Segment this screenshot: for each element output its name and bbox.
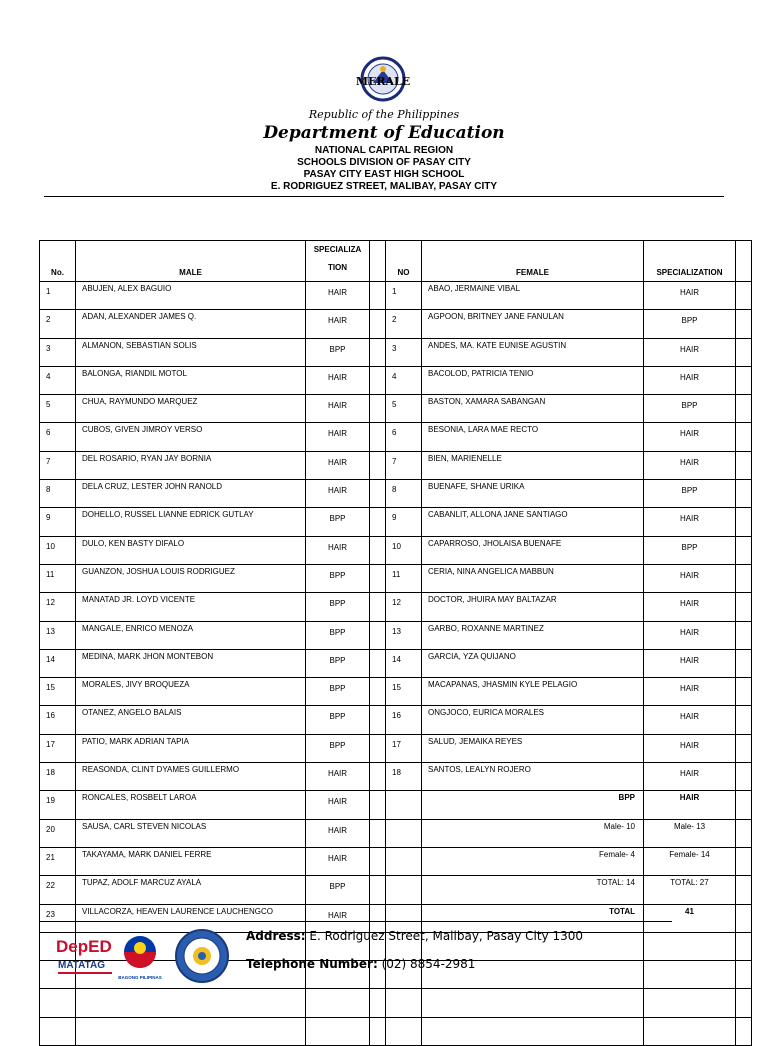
- female-specialization: HAIR: [644, 678, 736, 706]
- gap-cell: [370, 706, 386, 734]
- male-name: ABUJEN, ALEX BAGUIO: [76, 282, 306, 310]
- header-male: MALE: [76, 241, 306, 282]
- female-name: SANTOS, LEALYN ROJERO: [422, 763, 644, 791]
- header-gap: [370, 241, 386, 282]
- end-cell: [736, 451, 752, 479]
- gap-cell: [370, 282, 386, 310]
- male-number: 18: [40, 763, 76, 791]
- gap-cell: [370, 989, 386, 1017]
- header-specialization-female: SPECIALIZATION: [644, 241, 736, 282]
- table-row: [40, 649, 752, 677]
- footer-telephone: [246, 957, 475, 971]
- female-specialization: BPP: [644, 536, 736, 564]
- male-number: 10: [40, 536, 76, 564]
- male-number: 13: [40, 621, 76, 649]
- female-number: [386, 1017, 422, 1045]
- header-specialization-male: [306, 241, 370, 282]
- end-cell: [736, 649, 752, 677]
- female-specialization: HAIR: [644, 366, 736, 394]
- female-number: 9: [386, 508, 422, 536]
- female-name: [422, 989, 644, 1017]
- female-number: 8: [386, 480, 422, 508]
- table-row: [40, 763, 752, 791]
- male-name: MANGALE, ENRICO MENOZA: [76, 621, 306, 649]
- male-name: TUPAZ, ADOLF MARCUZ AYALA: [76, 876, 306, 904]
- male-specialization: BPP: [306, 876, 370, 904]
- male-specialization: BPP: [306, 706, 370, 734]
- summary-right: Female- 14: [644, 847, 736, 875]
- summary-right: 41: [644, 904, 736, 932]
- male-number: [40, 989, 76, 1017]
- female-specialization: HAIR: [644, 593, 736, 621]
- summary-left: BPP: [422, 791, 644, 819]
- address-label: Address:: [246, 929, 306, 943]
- female-specialization: HAIR: [644, 564, 736, 592]
- end-cell: [736, 932, 752, 960]
- gap-cell: [370, 1017, 386, 1045]
- female-specialization: HAIR: [644, 508, 736, 536]
- table-row: [40, 593, 752, 621]
- female-specialization: HAIR: [644, 423, 736, 451]
- male-name: REASONDA, CLINT DYAMES GUILLERMO: [76, 763, 306, 791]
- male-name: TAKAYAMA, MARK DANIEL FERRE: [76, 847, 306, 875]
- table-row: [40, 395, 752, 423]
- male-specialization: BPP: [306, 338, 370, 366]
- male-specialization: HAIR: [306, 395, 370, 423]
- female-number: [386, 989, 422, 1017]
- female-number: 4: [386, 366, 422, 394]
- female-name: CAPARROSO, JHOLAISA BUENAFE: [422, 536, 644, 564]
- table-row: [40, 480, 752, 508]
- table-row: [40, 451, 752, 479]
- end-cell: [736, 734, 752, 762]
- male-name: ADAN, ALEXANDER JAMES Q.: [76, 310, 306, 338]
- table-row: [40, 876, 752, 904]
- deped-logo-text: DepED: [56, 937, 112, 956]
- female-number: 5: [386, 395, 422, 423]
- male-specialization: HAIR: [306, 536, 370, 564]
- female-number: 11: [386, 564, 422, 592]
- female-number: [386, 847, 422, 875]
- gap-cell: [370, 508, 386, 536]
- header-female: FEMALE: [422, 241, 644, 282]
- footer-address: [246, 929, 583, 943]
- female-name: AGPOON, BRITNEY JANE FANULAN: [422, 310, 644, 338]
- footer-logos: [52, 928, 242, 984]
- male-number: 3: [40, 338, 76, 366]
- summary-left: TOTAL: [422, 904, 644, 932]
- female-specialization: BPP: [644, 310, 736, 338]
- male-number: 22: [40, 876, 76, 904]
- male-specialization: HAIR: [306, 282, 370, 310]
- table-row: [40, 847, 752, 875]
- male-specialization: HAIR: [306, 819, 370, 847]
- female-specialization: HAIR: [644, 621, 736, 649]
- female-name: BESONIA, LARA MAE RECTO: [422, 423, 644, 451]
- female-number: 17: [386, 734, 422, 762]
- male-name: MANATAD JR. LOYD VICENTE: [76, 593, 306, 621]
- gap-cell: [370, 649, 386, 677]
- female-name: GARCIA, YZA QUIJANO: [422, 649, 644, 677]
- male-specialization: [306, 989, 370, 1017]
- female-number: 2: [386, 310, 422, 338]
- gap-cell: [370, 847, 386, 875]
- gap-cell: [370, 819, 386, 847]
- gap-cell: [370, 423, 386, 451]
- female-name: DOCTOR, JHUIRA MAY BALTAZAR: [422, 593, 644, 621]
- male-specialization: HAIR: [306, 366, 370, 394]
- female-name: CABANLIT, ALLONA JANE SANTIAGO: [422, 508, 644, 536]
- female-specialization: [644, 989, 736, 1017]
- male-name: MORALES, JIVY BROQUEZA: [76, 678, 306, 706]
- table-row: [40, 310, 752, 338]
- table-row: [40, 989, 752, 1017]
- gap-cell: [370, 366, 386, 394]
- male-name: CHUA, RAYMUNDO MARQUEZ: [76, 395, 306, 423]
- female-name: ANDES, MA. KATE EUNISE AGUSTIN: [422, 338, 644, 366]
- male-number: 6: [40, 423, 76, 451]
- female-name: CERIA, NINA ANGELICA MABBUN: [422, 564, 644, 592]
- male-name: RONCALES, ROSBELT LAROA: [76, 791, 306, 819]
- male-specialization: BPP: [306, 649, 370, 677]
- bagong-pilipinas-text: BAGONG PILIPINAS: [118, 975, 162, 980]
- street-line: E. RODRIGUEZ STREET, MALIBAY, PASAY CITY: [270, 181, 498, 192]
- end-cell: [736, 621, 752, 649]
- male-number: 4: [40, 366, 76, 394]
- end-cell: [736, 847, 752, 875]
- end-cell: [736, 678, 752, 706]
- summary-right: Male- 13: [644, 819, 736, 847]
- female-specialization: [644, 1017, 736, 1045]
- table-row: [40, 734, 752, 762]
- end-cell: [736, 961, 752, 989]
- female-number: 12: [386, 593, 422, 621]
- male-number: 5: [40, 395, 76, 423]
- gap-cell: [370, 763, 386, 791]
- male-name: [76, 989, 306, 1017]
- school-line: PASAY CITY EAST HIGH SCHOOL: [303, 169, 465, 180]
- male-specialization: [306, 1017, 370, 1045]
- male-name: DEL ROSARIO, RYAN JAY BORNIA: [76, 451, 306, 479]
- male-number: 11: [40, 564, 76, 592]
- male-specialization: BPP: [306, 508, 370, 536]
- header-no: No.: [40, 241, 76, 282]
- end-cell: [736, 763, 752, 791]
- summary-left: TOTAL: 14: [422, 876, 644, 904]
- female-number: 3: [386, 338, 422, 366]
- male-number: 8: [40, 480, 76, 508]
- male-specialization: BPP: [306, 678, 370, 706]
- division-line: SCHOOLS DIVISION OF PASAY CITY: [297, 157, 471, 168]
- female-name: [422, 1017, 644, 1045]
- republic-heading: Republic of the Philippines: [308, 108, 460, 121]
- footer-divider: [40, 921, 672, 922]
- header-no-female: NO: [386, 241, 422, 282]
- end-cell: [736, 593, 752, 621]
- male-specialization: HAIR: [306, 423, 370, 451]
- female-specialization: BPP: [644, 480, 736, 508]
- end-cell: [736, 791, 752, 819]
- female-number: [386, 876, 422, 904]
- male-specialization: HAIR: [306, 480, 370, 508]
- female-number: 18: [386, 763, 422, 791]
- female-number: 15: [386, 678, 422, 706]
- female-specialization: BPP: [644, 395, 736, 423]
- table-row: [40, 508, 752, 536]
- end-cell: [736, 904, 752, 932]
- gap-cell: [370, 876, 386, 904]
- female-number: 6: [386, 423, 422, 451]
- table-row: [40, 564, 752, 592]
- male-number: 7: [40, 451, 76, 479]
- table-row: [40, 338, 752, 366]
- gap-cell: [370, 734, 386, 762]
- male-name: OTANEZ, ANGELO BALAIS: [76, 706, 306, 734]
- end-cell: [736, 564, 752, 592]
- male-number: 20: [40, 819, 76, 847]
- telephone-value: (02) 8854-2981: [377, 957, 476, 971]
- gap-cell: [370, 564, 386, 592]
- male-number: 16: [40, 706, 76, 734]
- gap-cell: [370, 310, 386, 338]
- male-name: GUANZON, JOSHUA LOUIS RODRIGUEZ: [76, 564, 306, 592]
- female-number: [386, 819, 422, 847]
- table-row: [40, 791, 752, 819]
- table-row: [40, 678, 752, 706]
- female-specialization: HAIR: [644, 451, 736, 479]
- female-number: 1: [386, 282, 422, 310]
- female-name: ONGJOCO, EURICA MORALES: [422, 706, 644, 734]
- bagong-pilipinas-logo: [118, 936, 162, 980]
- female-name: BUENAFE, SHANE URIKA: [422, 480, 644, 508]
- table-header-row: [40, 241, 752, 282]
- deped-seal-logo: [350, 55, 416, 107]
- female-number: 13: [386, 621, 422, 649]
- table-row: [40, 536, 752, 564]
- end-cell: [736, 706, 752, 734]
- address-value: E. Rodriguez Street, Malibay, Pasay City 1300: [305, 929, 583, 943]
- female-name: ABAO, JERMAINE VIBAL: [422, 282, 644, 310]
- male-name: SAUSA, CARL STEVEN NICOLAS: [76, 819, 306, 847]
- male-number: 21: [40, 847, 76, 875]
- female-specialization: HAIR: [644, 338, 736, 366]
- male-specialization: BPP: [306, 564, 370, 592]
- female-specialization: HAIR: [644, 706, 736, 734]
- matatag-text: MATATAG: [58, 960, 106, 971]
- end-cell: [736, 536, 752, 564]
- end-cell: [736, 819, 752, 847]
- gap-cell: [370, 395, 386, 423]
- end-cell: [736, 989, 752, 1017]
- table-row: [40, 366, 752, 394]
- male-specialization: HAIR: [306, 763, 370, 791]
- male-specialization: HAIR: [306, 310, 370, 338]
- end-cell: [736, 480, 752, 508]
- end-cell: [736, 338, 752, 366]
- end-cell: [736, 876, 752, 904]
- summary-left: Male- 10: [422, 819, 644, 847]
- table-row: [40, 1017, 752, 1045]
- male-specialization: BPP: [306, 621, 370, 649]
- end-cell: [736, 508, 752, 536]
- male-name: [76, 1017, 306, 1045]
- male-number: 12: [40, 593, 76, 621]
- gap-cell: [370, 536, 386, 564]
- male-name: DELA CRUZ, LESTER JOHN RANOLD: [76, 480, 306, 508]
- summary-left: Female- 4: [422, 847, 644, 875]
- male-specialization: HAIR: [306, 904, 370, 932]
- seal-text: MERALE: [355, 75, 411, 88]
- male-name: MEDINA, MARK JHON MONTEBON: [76, 649, 306, 677]
- male-name: ALMANON, SEBASTIAN SOLIS: [76, 338, 306, 366]
- region-line: NATIONAL CAPITAL REGION: [314, 145, 454, 156]
- female-number: [386, 791, 422, 819]
- male-name: VILLACORZA, HEAVEN LAURENCE LAUCHENGCO: [76, 904, 306, 932]
- table-row: [40, 282, 752, 310]
- female-name: GARBO, ROXANNE MARTINEZ: [422, 621, 644, 649]
- male-number: 2: [40, 310, 76, 338]
- male-number: 15: [40, 678, 76, 706]
- female-specialization: HAIR: [644, 763, 736, 791]
- male-name: BALONGA, RIANDIL MOTOL: [76, 366, 306, 394]
- male-number: 23: [40, 904, 76, 932]
- female-specialization: [644, 932, 736, 960]
- female-number: 16: [386, 706, 422, 734]
- female-name: BASTON, XAMARA SABANGAN: [422, 395, 644, 423]
- female-name: MACAPANAS, JHASMIN KYLE PELAGIO: [422, 678, 644, 706]
- male-number: 14: [40, 649, 76, 677]
- male-name: CUBOS, GIVEN JIMROY VERSO: [76, 423, 306, 451]
- female-name: BACOLOD, PATRICIA TENIO: [422, 366, 644, 394]
- class-roster-table: [39, 240, 752, 1046]
- male-number: 9: [40, 508, 76, 536]
- table-row: [40, 423, 752, 451]
- female-number: 7: [386, 451, 422, 479]
- header-end: [736, 241, 752, 282]
- gap-cell: [370, 678, 386, 706]
- table-row: [40, 819, 752, 847]
- male-number: 1: [40, 282, 76, 310]
- header-divider: [44, 196, 724, 197]
- female-specialization: [644, 961, 736, 989]
- male-name: DOHELLO, RUSSEL LIANNE EDRICK GUTLAY: [76, 508, 306, 536]
- male-specialization: BPP: [306, 593, 370, 621]
- summary-right: HAIR: [644, 791, 736, 819]
- female-specialization: HAIR: [644, 649, 736, 677]
- gap-cell: [370, 480, 386, 508]
- department-heading: Department of Education: [263, 123, 505, 143]
- school-seal-logo: [176, 930, 228, 982]
- table-row: [40, 621, 752, 649]
- end-cell: [736, 1017, 752, 1045]
- female-specialization: HAIR: [644, 734, 736, 762]
- male-number: 19: [40, 791, 76, 819]
- summary-right: TOTAL: 27: [644, 876, 736, 904]
- gap-cell: [370, 593, 386, 621]
- male-specialization: HAIR: [306, 791, 370, 819]
- female-number: 14: [386, 649, 422, 677]
- table-row: [40, 706, 752, 734]
- female-name: SALUD, JEMAIKA REYES: [422, 734, 644, 762]
- male-specialization: HAIR: [306, 847, 370, 875]
- gap-cell: [370, 621, 386, 649]
- female-name: BIEN, MARIENELLE: [422, 451, 644, 479]
- male-number: [40, 1017, 76, 1045]
- end-cell: [736, 282, 752, 310]
- male-specialization: BPP: [306, 734, 370, 762]
- male-specialization: HAIR: [306, 451, 370, 479]
- deped-matatag-logo: [56, 937, 112, 974]
- end-cell: [736, 395, 752, 423]
- female-number: 10: [386, 536, 422, 564]
- gap-cell: [370, 791, 386, 819]
- female-specialization: HAIR: [644, 282, 736, 310]
- end-cell: [736, 310, 752, 338]
- male-name: PATIO, MARK ADRIAN TAPIA: [76, 734, 306, 762]
- end-cell: [736, 423, 752, 451]
- male-number: 17: [40, 734, 76, 762]
- gap-cell: [370, 451, 386, 479]
- gap-cell: [370, 338, 386, 366]
- header-spec-text: SPECIALIZA TION: [313, 245, 362, 272]
- telephone-label: Telephone Number:: [246, 957, 378, 971]
- male-name: DULO, KEN BASTY DIFALO: [76, 536, 306, 564]
- end-cell: [736, 366, 752, 394]
